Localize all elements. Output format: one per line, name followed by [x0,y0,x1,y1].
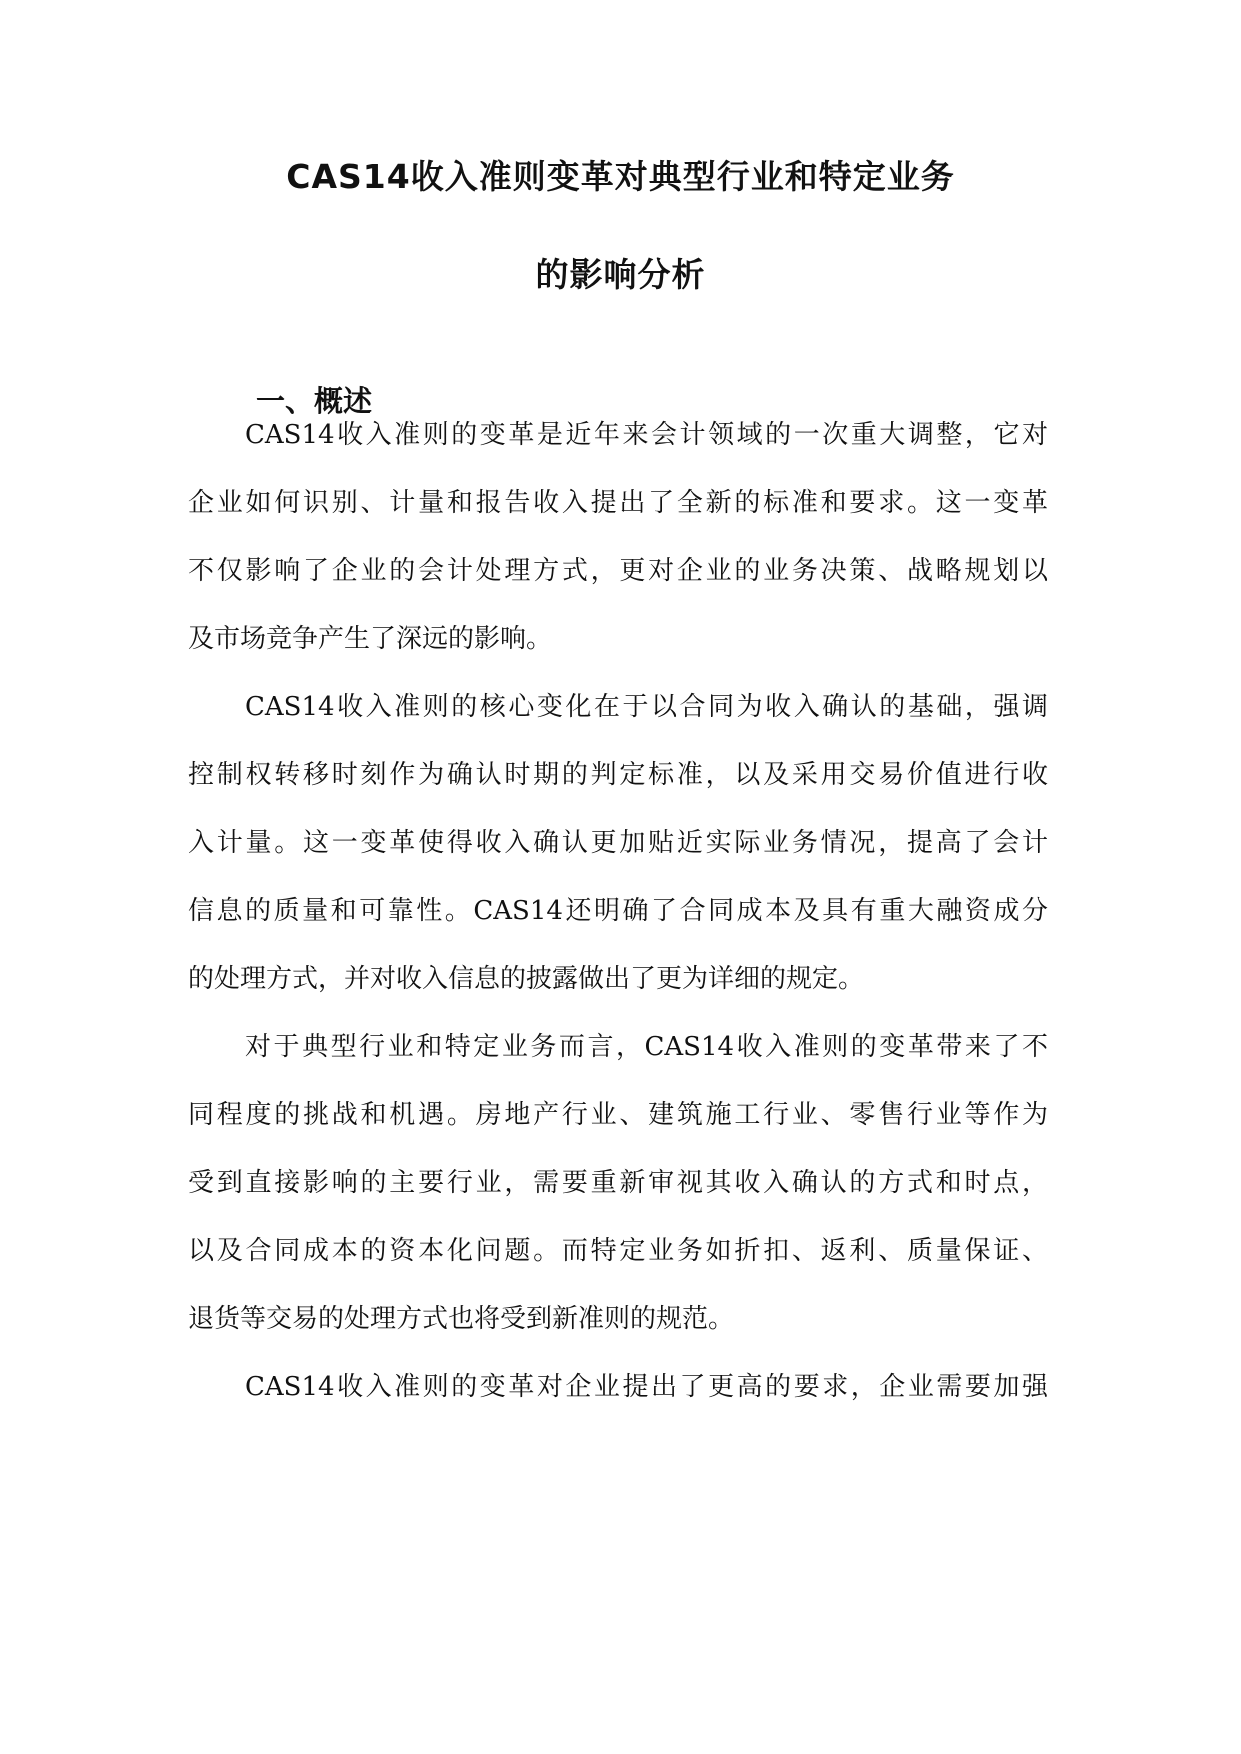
document-title-line-2: 的影响分析 [535,255,706,294]
document-title-line-1: CAS14收入准则变革对典型行业和特定业务 [286,157,955,196]
paragraph-2-line-1: CAS14收入准则的核心变化在于以合同为收入确认的基础，强调 [245,692,1048,722]
paragraph-1-line-4: 及市场竞争产生了深远的影响。 [188,624,553,654]
paragraph-2-line-5: 的处理方式，并对收入信息的披露做出了更为详细的规定。 [188,964,865,994]
paragraph-2-line-4: 信息的质量和可靠性。CAS14还明确了合同成本及具有重大融资成分 [188,896,1048,926]
paragraph-1-line-2: 企业如何识别、计量和报告收入提出了全新的标准和要求。这一变革 [188,488,1048,518]
paragraph-3-line-2: 同程度的挑战和机遇。房地产行业、建筑施工行业、零售行业等作为 [188,1100,1048,1130]
paragraph-3-line-1: 对于典型行业和特定业务而言，CAS14收入准则的变革带来了不 [245,1032,1048,1062]
paragraph-3-line-5: 退货等交易的处理方式也将受到新准则的规范。 [188,1304,735,1334]
paragraph-1-line-1: CAS14收入准则的变革是近年来会计领域的一次重大调整，它对 [245,420,1048,450]
section-heading-overview: 一、概述 [256,384,373,418]
paragraph-2-line-2: 控制权转移时刻作为确认时期的判定标准，以及采用交易价值进行收 [188,760,1048,790]
paragraph-2-line-3: 入计量。这一变革使得收入确认更加贴近实际业务情况，提高了会计 [188,828,1048,858]
paragraph-3-line-4: 以及合同成本的资本化问题。而特定业务如折扣、返利、质量保证、 [188,1236,1048,1266]
paragraph-4-line-1: CAS14收入准则的变革对企业提出了更高的要求，企业需要加强 [245,1372,1048,1402]
paragraph-1-line-3: 不仅影响了企业的会计处理方式，更对企业的业务决策、战略规划以 [188,556,1048,586]
paragraph-3-line-3: 受到直接影响的主要行业，需要重新审视其收入确认的方式和时点， [188,1168,1048,1198]
